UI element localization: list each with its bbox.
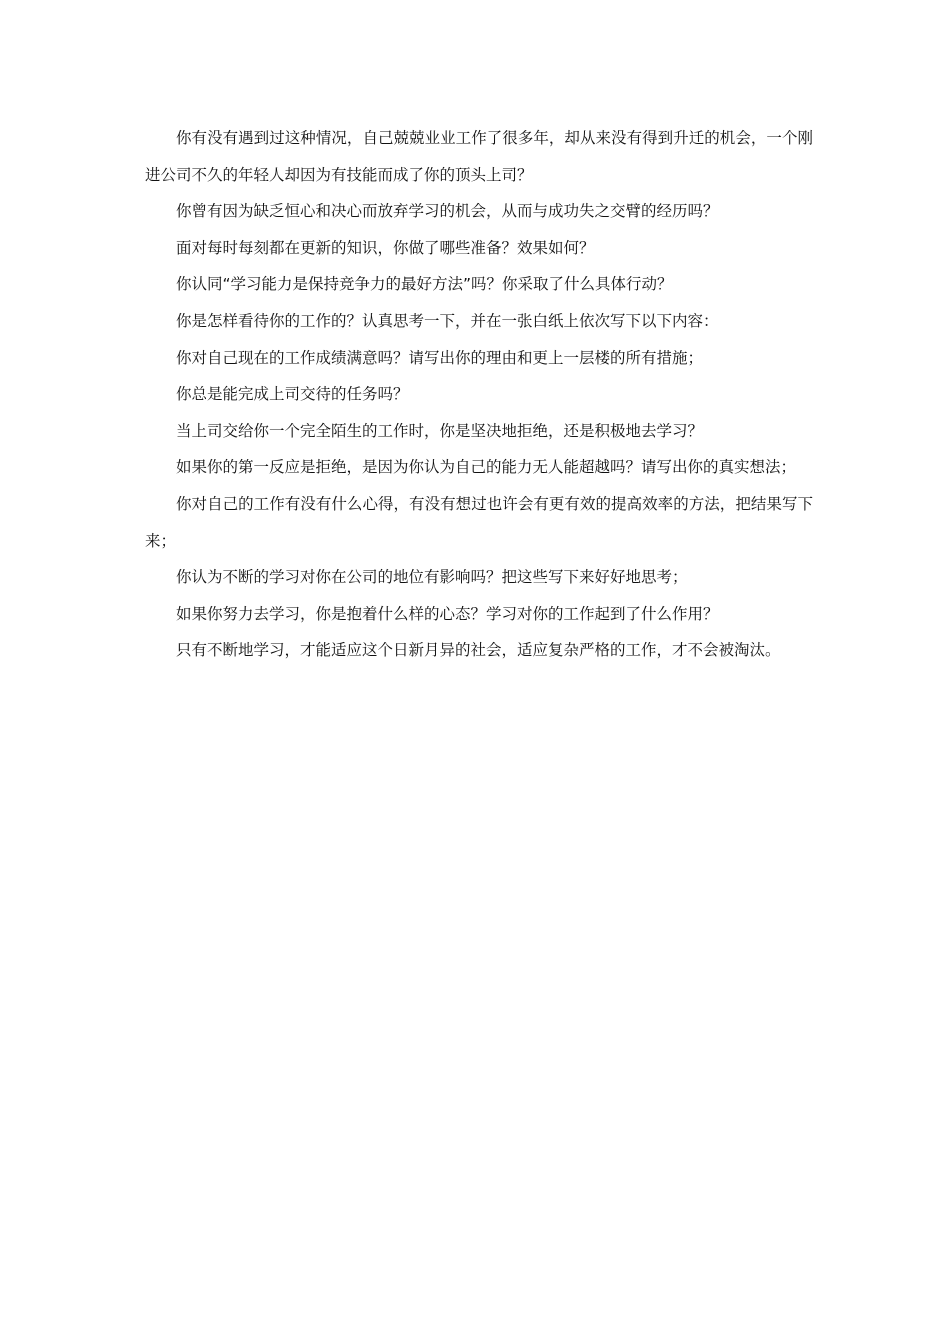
paragraph-3: 面对每时每刻都在更新的知识，你做了哪些准备？效果如何？	[176, 238, 595, 257]
paragraph-10: 你对自己的工作有没有什么心得，有没有想过也许会有更有效的提高效率的方法，把结果写下来；	[145, 494, 813, 550]
paragraph-12: 如果你努力去学习，你是抱着什么样的心态？学习对你的工作起到了什么作用？	[176, 604, 719, 623]
paragraph-1: 你有没有遇到过这种情况，自己兢兢业业工作了很多年，却从来没有得到升迁的机会，一个刚进公司不久的年轻人却因为有技能而成了你的顶头上司？	[145, 129, 813, 184]
paragraph-8: 当上司交给你一个完全陌生的工作时，你是坚决地拒绝，还是积极地去学习？	[176, 421, 704, 440]
paragraph-13: 只有不断地学习，才能适应这个日新月异的社会，适应复杂严格的工作，才不会被淘汰。	[176, 641, 781, 660]
document-body	[145, 120, 813, 669]
paragraph-11: 你认为不断的学习对你在公司的地位有影响吗？把这些写下来好好地思考；	[176, 568, 688, 587]
paragraph-2: 你曾有因为缺乏恒心和决心而放弃学习的机会，从而与成功失之交臂的经历吗？	[176, 202, 719, 221]
paragraph-7: 你总是能完成上司交待的任务吗？	[176, 385, 409, 404]
paragraph-5: 你是怎样看待你的工作的？认真思考一下，并在一张白纸上依次写下以下内容：	[176, 311, 719, 330]
paragraph-9: 如果你的第一反应是拒绝，是因为你认为自己的能力无人能超越吗？请写出你的真实想法；	[176, 458, 797, 477]
paragraph-6: 你对自己现在的工作成绩满意吗？请写出你的理由和更上一层楼的所有措施；	[176, 348, 704, 367]
paragraph-4: 你认同“学习能力是保持竞争力的最好方法”吗？你采取了什么具体行动？	[176, 275, 673, 294]
